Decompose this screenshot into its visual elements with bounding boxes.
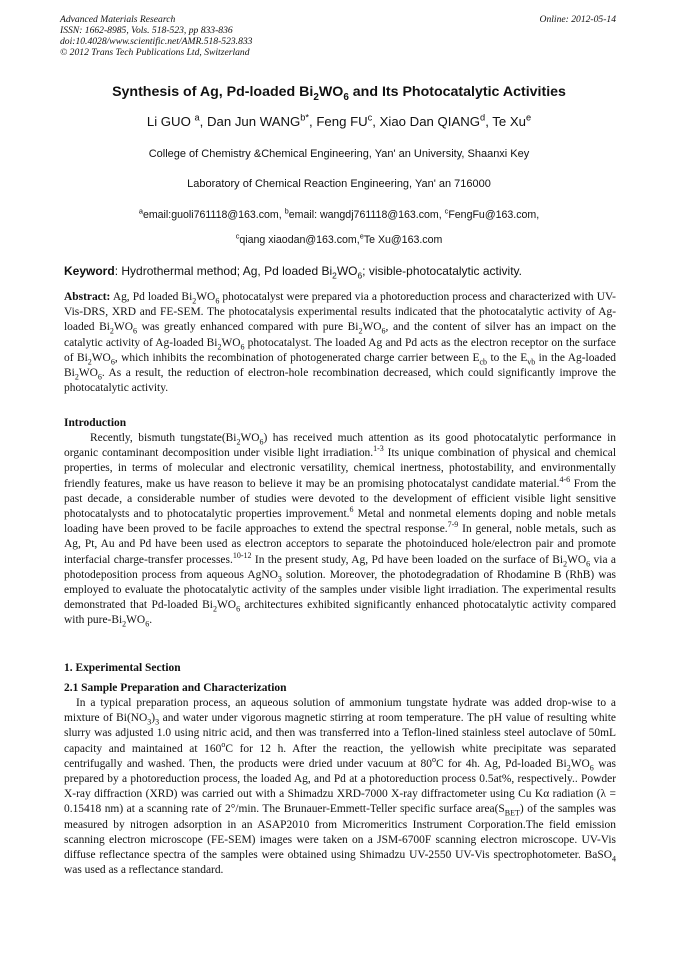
keyword-text: ; visible-photocatalytic activity. [362, 264, 522, 278]
degree-mark: o [431, 755, 436, 764]
text-run: WO [570, 757, 590, 770]
text-run: photocatalyst. The loaded Ag and Pd acts as the electron receptor on the surface of Bi [64, 336, 617, 364]
text-run: Metal and nonmetal elements doping and noble metals loading have been proved to be facile approaches to extend the spectral response. [64, 508, 616, 536]
subscript: 2 [236, 437, 241, 447]
text-run: WO [217, 599, 237, 612]
subscript: 6 [97, 372, 102, 382]
text-run: C for 4h. Ag, Pd-loaded Bi [435, 757, 567, 770]
citation-ref: 7-9 [447, 520, 459, 530]
abstract-paragraph [64, 290, 616, 396]
journal-name: Advanced Materials Research [60, 14, 176, 25]
email-line-1 [0, 206, 678, 221]
online-date: Online: 2012-05-14 [539, 14, 616, 25]
abstract-label: Abstract: [64, 291, 111, 303]
author-name: , Xiao Dan QIANG [372, 114, 481, 129]
subscript: 6 [236, 604, 241, 614]
subscript: 6 [240, 341, 245, 351]
text-run: WO [113, 321, 133, 334]
text-run: . [149, 614, 153, 627]
subscript: 6 [132, 326, 137, 336]
subscript: 3 [147, 717, 152, 727]
text-run: and water under vigorous magnetic stirring at room temperature. The pH value of resulting white slurry was adjusted 1.0 using nitric acid, and then was transferred into a Teflon-lined stainless steel autoclave of 50mL capacity and maintained at 160 [64, 712, 616, 755]
text-run: ) has received much attention as its good photocatalytic performance in organic contaminant decomposition under visible light irradiation. [64, 432, 616, 460]
subscript: vb [527, 357, 536, 367]
author-mark: d [480, 112, 486, 123]
degree-mark: o [221, 739, 226, 749]
citation-ref: 1-3 [373, 444, 384, 454]
introduction-paragraph [64, 431, 616, 629]
subscript: 6 [589, 763, 594, 773]
subscript: BET [504, 808, 520, 818]
title-text: and Its Photocatalytic Activities [348, 84, 566, 100]
affiliation-line-1: College of Chemistry &Chemical Engineering, Yan' an University, Shaanxi Key [148, 148, 530, 160]
subscript: 2 [109, 326, 114, 336]
email-line-2 [0, 231, 678, 246]
text-run: . As a result, the reduction of electron-hole recombination decreased, which could significantly improve the photocatalytic activity. [64, 367, 616, 395]
text-run: to the E [487, 351, 528, 364]
text-run: Recently, bismuth tungstate(Bi [90, 432, 237, 444]
subscript: 6 [145, 619, 150, 629]
author-mark: b* [300, 112, 310, 123]
text-run: WO [240, 432, 260, 444]
text-run: Ag, Pd loaded Bi [110, 291, 193, 303]
text-run: WO [362, 321, 382, 334]
doi-line: doi:10.4028/www.scientific.net/AMR.518-523.833 [60, 36, 253, 47]
subscript: 6 [110, 357, 115, 367]
text-run: , and the content of silver has an impact on the catalytic activity of Ag-loaded Bi [64, 321, 617, 349]
title-subscript: 6 [343, 91, 349, 103]
author-mark: c [367, 112, 373, 123]
text-run: WO [567, 553, 587, 566]
text-run: WO [91, 351, 111, 364]
email-address: email: wangdj761118@163.com, [288, 209, 445, 221]
subscript: 3 [277, 574, 282, 584]
keyword-label: Keyword [64, 264, 115, 278]
keyword-subscript: 2 [332, 270, 337, 281]
author-name: Li GUO [146, 114, 195, 129]
sample-preparation-heading: 2.1 Sample Preparation and Characterization [64, 682, 287, 694]
subscript: 2 [74, 372, 79, 382]
email-mark: a [138, 206, 143, 216]
text-run: was prepared by a photoreduction process, the loaded Ag, and Pd at a photoreduction process 0.5at%, respectively.. Powder X-ray diffraction (XRD) was carried out with a Shimadzu XRD-7000 X-ray diffractometer using Cu Kα radiation (λ = 0.15418 nm) at a scanning rate of 2°/min. The Brunauer-Emmett-Teller specific surface area(S [64, 757, 616, 816]
citation-ref: 6 [349, 505, 354, 515]
email-mark: e [359, 231, 364, 241]
subscript: 4 [612, 854, 616, 864]
text-run: C for 12 h. After the reaction, the yellowish white precipitate was separated centrifugally and washed. Then, the products were dried under vacuum at 80 [64, 742, 616, 770]
text-run: was greatly enhanced compared with pure Bi [136, 321, 359, 334]
text-run: ) of the samples was measured by nitrogen adsorption in an ASAP2010 from Micromeritics Instrument Corporation.The field emission scanning electron microscope (FE-SEM) images were taken on a JSM-6700F scanning electron microscope. UV-Vis diffuse reflectance spectra of the samples were obtained using Shimadzu UV-2550 UV-Vis spectrophotometer. BaSO [64, 803, 616, 862]
author-name: , Feng FU [309, 114, 368, 129]
subscript: 2 [122, 619, 127, 629]
affiliation-line-2: Laboratory of Chemical Reaction Engineering, Yan' an 716000 [187, 178, 491, 190]
sample-preparation-paragraph [64, 696, 616, 878]
email-address: FengFu@163.com, [448, 209, 540, 221]
subscript: 3 [155, 717, 160, 727]
subscript: 2 [566, 763, 571, 773]
issn-line: ISSN: 1662-8985, Vols. 518-523, pp 833-836 [60, 25, 233, 36]
text-run: Its unique combination of physical and chemical properties, in terms of molecular and electronic versatility, chemical inertness, photostability, and environmentally friendly features, make us have reason to believe it may be an promising photocatalyst candidate material. [64, 447, 616, 490]
keyword-line [64, 264, 624, 281]
subscript: 2 [87, 357, 92, 367]
text-run: From the past decade, a considerable number of studies were devoted to the development of efficient visible light sensitive photocatalysts and to photocatalytic properties improvement. [64, 477, 616, 521]
title-text: Synthesis of Ag, Pd-loaded Bi [112, 84, 314, 100]
subscript: 2 [563, 558, 568, 568]
copyright-line: © 2012 Trans Tech Publications Ltd, Switzerland [60, 47, 250, 58]
text-run: In general, noble metals, such as Ag, Pt, Au and Pd have been used as electron acceptors to separate the photoinduced hole/electron pair and promote interfacial charge-transfer processes. [64, 523, 616, 566]
text-run: , which inhibits the recombination of photogenerated charge carrier between E [114, 351, 480, 364]
text-run: ) [151, 712, 156, 725]
subscript: 2 [217, 341, 222, 351]
text-run: in the Ag-loaded Bi [64, 351, 616, 380]
title-subscript: 2 [313, 91, 319, 103]
citation-ref: 10-12 [232, 550, 252, 560]
subscript: 2 [358, 326, 363, 336]
citation-ref: 4-6 [559, 474, 571, 484]
text-run: WO [126, 614, 146, 627]
paper-title [0, 84, 678, 103]
journal-header [60, 14, 616, 58]
author-name: , Dan Jun WANG [199, 114, 301, 129]
text-run: WO [196, 291, 216, 303]
author-name: , Te Xu [485, 114, 526, 129]
text-run: architectures exhibited significantly enhanced photocatalytic activity compared with pure-Bi [64, 599, 617, 627]
email-mark: b [284, 206, 289, 216]
email-address: email:guoli761118@163.com, [142, 209, 285, 221]
subscript: 6 [259, 437, 264, 447]
text-run: via a photodeposition process from aqueous AgNO [64, 553, 616, 581]
author-list [0, 114, 678, 129]
text-run: WO [78, 367, 98, 380]
subscript: cb [479, 357, 488, 367]
subscript: 6 [215, 296, 220, 306]
author-mark: a [194, 112, 200, 123]
keyword-subscript: 6 [357, 270, 363, 281]
email-mark: c [235, 231, 240, 241]
email-mark: c [444, 206, 449, 216]
text-run: solution. Moreover, the photodegradation of Rhodamine B (RhB) was employed to evaluate the photocatalytic activity of the samples under visible light irradiation. The experimental results demonstrated that Pd-loaded Bi [64, 568, 616, 612]
subscript: 6 [381, 326, 386, 336]
subscript: 6 [586, 558, 591, 568]
text-run: In the present study, Ag, Pd have been loaded on the surface of Bi [251, 553, 564, 566]
text-run: was used as a reflectance standard. [64, 864, 224, 877]
email-address: Te Xu@163.com [363, 234, 443, 246]
keyword-text: WO [336, 264, 358, 278]
experimental-section-heading: 1. Experimental Section [64, 662, 181, 674]
subscript: 2 [213, 604, 217, 614]
text-run: photocatalyst were prepared via a photoreduction process and characterized with UV-Vis-DRS, XRD and FE-SEM. The photocatalysis experimental results indicated that the photocatalytic activity of Ag-loaded Bi [64, 291, 616, 334]
subscript: 2 [192, 296, 197, 306]
introduction-heading: Introduction [64, 417, 127, 429]
text-run: In a typical preparation process, an aqueous solution of ammonium tungstate hydrate was added drop-wise to a mixture of Bi(NO [64, 697, 616, 725]
keyword-text: : Hydrothermal method; Ag, Pd loaded Bi [114, 264, 333, 278]
email-address: qiang xiaodan@163.com, [239, 234, 360, 246]
title-text: WO [318, 84, 344, 100]
text-run: WO [221, 336, 241, 349]
author-mark: e [526, 112, 532, 123]
